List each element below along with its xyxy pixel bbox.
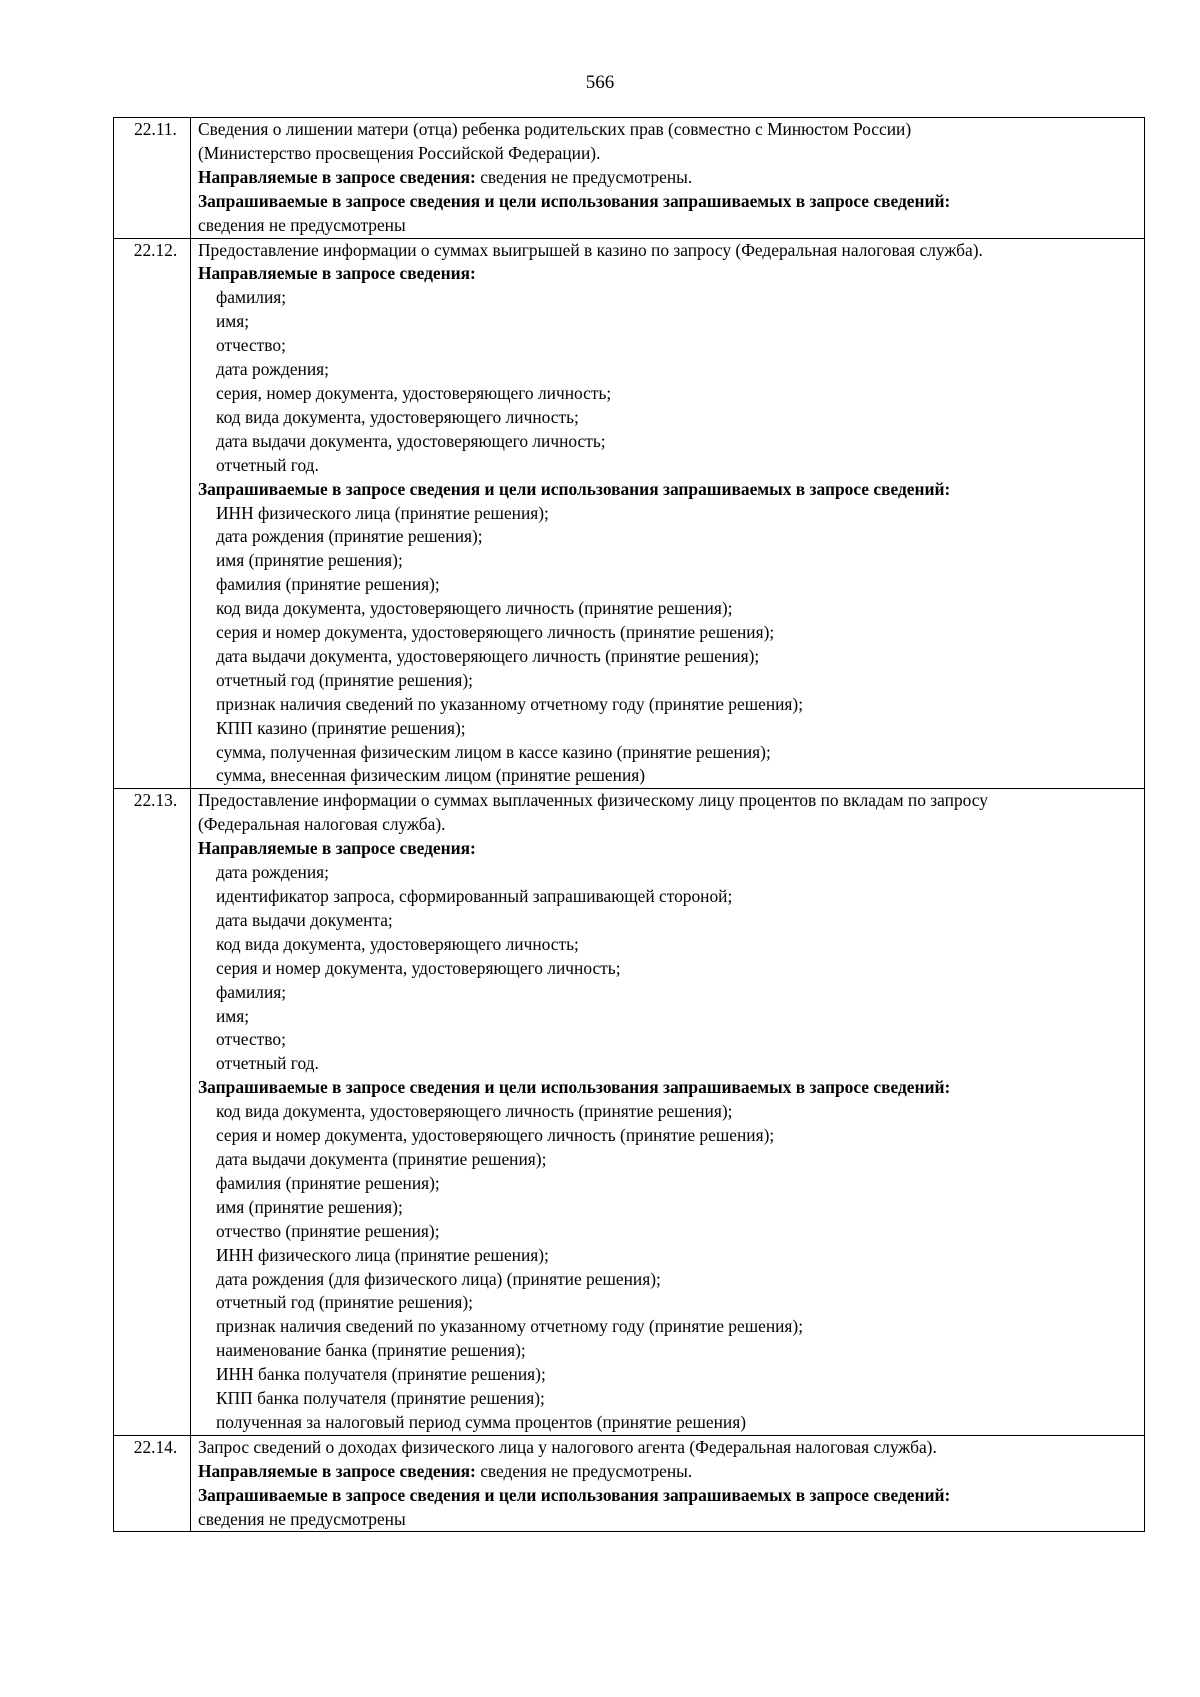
requested-data-label: Запрашиваемые в запросе сведения и цели использования запрашиваемых в запросе сведений: xyxy=(198,190,951,211)
requested-data-item: дата рождения (для физического лица) (принятие решения); xyxy=(216,1268,661,1289)
sent-data-label: Направляемые в запросе сведения: xyxy=(198,263,476,284)
requested-data-item: серия и номер документа, удостоверяющего личность (принятие решения); xyxy=(216,1125,775,1146)
service-title-line: (Министерство просвещения Российской Федерации). xyxy=(198,142,601,163)
row-number: 22.12. xyxy=(114,238,191,789)
requested-data-value: сведения не предусмотрены xyxy=(198,1508,406,1529)
row-number: 22.13. xyxy=(114,789,191,1435)
row-content xyxy=(191,118,1145,239)
sent-data-item: серия и номер документа, удостоверяющего личность; xyxy=(216,957,621,978)
requested-data-item: КПП казино (принятие решения); xyxy=(216,717,466,738)
requested-data-item: дата выдачи документа (принятие решения); xyxy=(216,1148,547,1169)
requested-data-line xyxy=(198,478,1144,502)
requested-data-item: сумма, внесенная физическим лицом (принятие решения) xyxy=(216,765,646,786)
sent-data-item: идентификатор запроса, сформированный запрашивающей стороной; xyxy=(216,886,733,906)
sent-data-label: Направляемые в запросе сведения: xyxy=(198,838,476,859)
requested-data-item: сумма, полученная физическим лицом в кассе казино (принятие решения); xyxy=(216,741,771,762)
table-row xyxy=(114,789,1145,1435)
sent-data-item: код вида документа, удостоверяющего личность; xyxy=(216,933,579,954)
requested-data-line xyxy=(198,1076,1144,1100)
requested-data-item: ИНН физического лица (принятие решения); xyxy=(216,502,549,523)
row-number: 22.11. xyxy=(114,118,191,239)
sent-data-item: дата выдачи документа; xyxy=(216,909,393,930)
sent-data-item: фамилия; xyxy=(216,981,287,1002)
sent-data-item: дата рождения; xyxy=(216,359,329,380)
sent-data-item: серия, номер документа, удостоверяющего личность; xyxy=(216,382,612,403)
table-row xyxy=(114,1435,1145,1532)
requested-data-item: признак наличия сведений по указанному отчетному году (принятие решения); xyxy=(216,1316,804,1337)
table-body xyxy=(114,118,1145,1532)
requested-data-label: Запрашиваемые в запросе сведения и цели использования запрашиваемых в запросе сведений: xyxy=(198,478,951,499)
sent-data-label: Направляемые в запросе сведения: xyxy=(198,166,476,187)
sent-data-item: отчество; xyxy=(216,335,286,356)
requested-data-item: КПП банка получателя (принятие решения); xyxy=(216,1388,545,1409)
sent-data-item: отчество; xyxy=(216,1029,286,1050)
requested-data-item: имя (принятие решения); xyxy=(216,550,403,571)
sent-data-value: сведения не предусмотрены. xyxy=(475,1460,693,1481)
requested-data-item: фамилия (принятие решения); xyxy=(216,1172,440,1193)
requested-data-item: код вида документа, удостоверяющего личность (принятие решения); xyxy=(216,598,733,619)
requested-data-label: Запрашиваемые в запросе сведения и цели использования запрашиваемых в запросе сведений: xyxy=(198,1484,951,1505)
requested-data-item: ИНН банка получателя (принятие решения); xyxy=(216,1364,546,1385)
table-row xyxy=(114,118,1145,239)
sent-data-label: Направляемые в запросе сведения: xyxy=(198,1460,476,1481)
requested-data-item: наименование банка (принятие решения); xyxy=(216,1340,526,1361)
requested-data-item: полученная за налоговый период сумма процентов (принятие решения) xyxy=(216,1411,747,1432)
requested-data-label: Запрашиваемые в запросе сведения и цели использования запрашиваемых в запросе сведений: xyxy=(198,1077,951,1098)
sent-data-item: дата выдачи документа, удостоверяющего личность; xyxy=(216,430,606,451)
service-title-line: (Федеральная налоговая служба). xyxy=(198,814,446,835)
requested-data-item: дата рождения (принятие решения); xyxy=(216,526,483,547)
sent-data-line xyxy=(198,166,1144,190)
sent-data-item: фамилия; xyxy=(216,287,287,308)
requested-data-item: дата выдачи документа, удостоверяющего личность (принятие решения); xyxy=(216,645,760,666)
service-title-line: Запрос сведений о доходах физического лица у налогового агента (Федеральная налоговая служба). xyxy=(198,1436,937,1457)
requested-data-item: признак наличия сведений по указанному отчетному году (принятие решения); xyxy=(216,693,804,714)
row-content xyxy=(191,789,1145,1435)
sent-data-line xyxy=(198,837,1144,861)
services-table xyxy=(113,117,1145,1532)
service-title-line: Сведения о лишении матери (отца) ребенка родительских прав (совместно с Минюстом России) xyxy=(198,119,912,139)
sent-data-line xyxy=(198,1460,1144,1484)
requested-data-line xyxy=(198,1484,1144,1508)
row-content xyxy=(191,1435,1145,1532)
service-title-line: Предоставление информации о суммах выплаченных физическому лицу процентов по вкладам по запросу xyxy=(198,790,988,811)
sent-data-value: сведения не предусмотрены. xyxy=(475,166,693,187)
requested-data-item: отчетный год (принятие решения); xyxy=(216,669,474,690)
requested-data-line xyxy=(198,190,1144,214)
requested-data-item: ИНН физического лица (принятие решения); xyxy=(216,1244,549,1265)
table-row xyxy=(114,238,1145,789)
requested-data-item: код вида документа, удостоверяющего личность (принятие решения); xyxy=(216,1101,733,1122)
sent-data-item: имя; xyxy=(216,311,250,332)
sent-data-item: отчетный год. xyxy=(216,1053,319,1074)
sent-data-item: отчетный год. xyxy=(216,454,319,475)
sent-data-item: дата рождения; xyxy=(216,862,329,883)
sent-data-line xyxy=(198,262,1144,286)
requested-data-item: отчество (принятие решения); xyxy=(216,1220,440,1241)
sent-data-item: код вида документа, удостоверяющего личность; xyxy=(216,406,579,427)
requested-data-item: фамилия (принятие решения); xyxy=(216,574,440,595)
requested-data-item: отчетный год (принятие решения); xyxy=(216,1292,474,1313)
page-number: 566 xyxy=(585,72,615,93)
row-content xyxy=(191,238,1145,789)
requested-data-value: сведения не предусмотрены xyxy=(198,214,406,235)
requested-data-item: имя (принятие решения); xyxy=(216,1196,403,1217)
sent-data-item: имя; xyxy=(216,1005,250,1026)
row-number: 22.14. xyxy=(114,1435,191,1532)
requested-data-item: серия и номер документа, удостоверяющего личность (принятие решения); xyxy=(216,622,775,643)
service-title-line: Предоставление информации о суммах выигрышей в казино по запросу (Федеральная налоговая служба). xyxy=(198,239,983,260)
